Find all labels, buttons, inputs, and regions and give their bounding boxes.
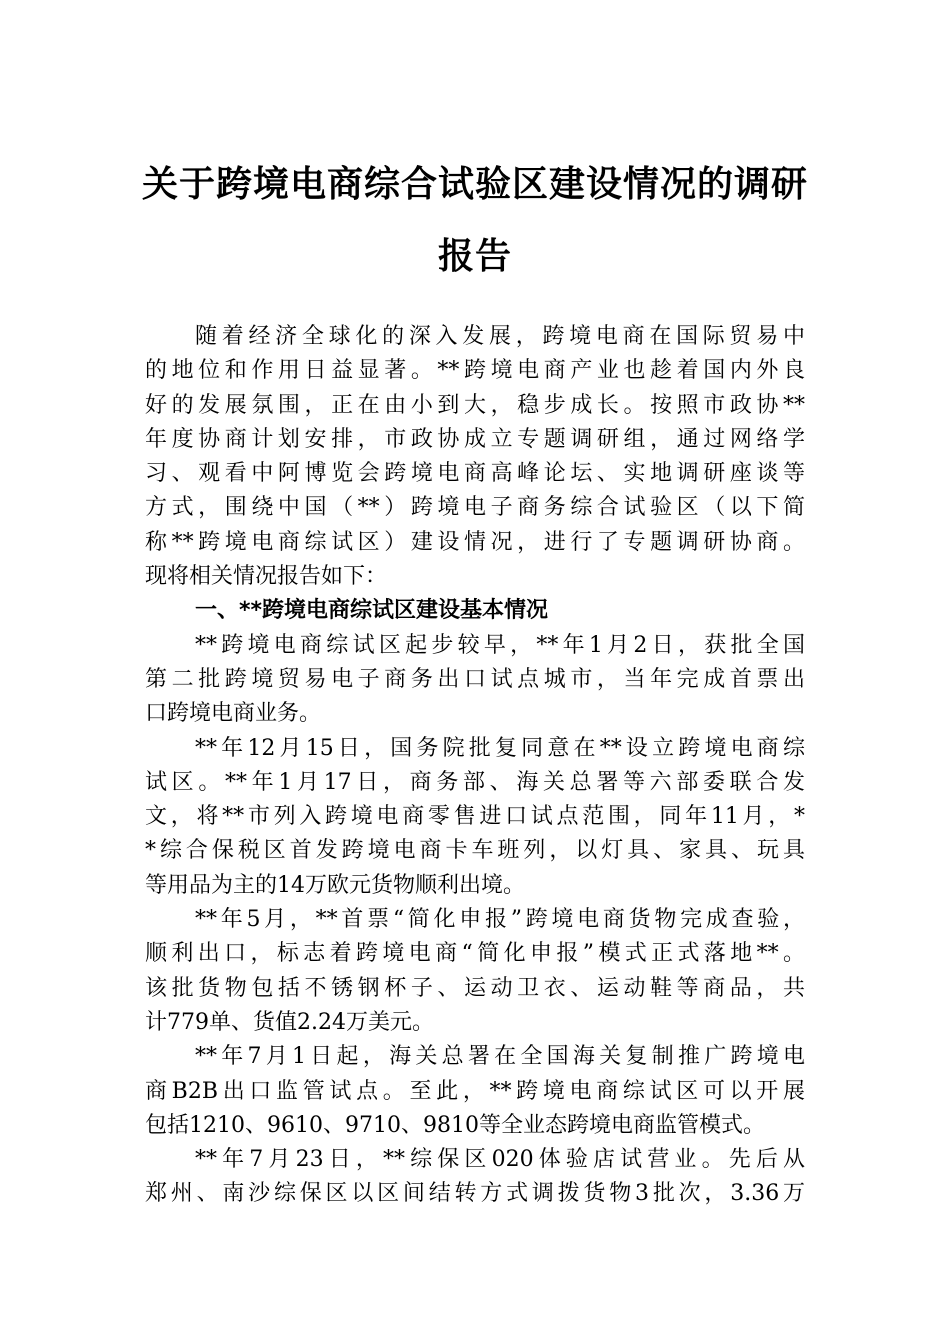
body-line: 计779单、货值2.24万美元。 xyxy=(145,1009,434,1035)
body-line: 称**跨境电商综试区）建设情况，进行了专题调研协商。 xyxy=(145,529,805,555)
body-line: 好的发展氛围，正在由小到大，稳步成长。按照市政协** xyxy=(145,392,805,418)
body-line: 试区。**年1月17日，商务部、海关总署等六部委联合发 xyxy=(145,769,805,795)
body-line: 现将相关情况报告如下： xyxy=(145,564,388,590)
body-line: 该批货物包括不锈钢杯子、运动卫衣、运动鞋等商品，共 xyxy=(145,975,805,1001)
body-line: **年7月1日起，海关总署在全国海关复制推广跨境电 xyxy=(195,1044,805,1070)
body-line: 文，将**市列入跨境电商零售进口试点范围，同年11月，* xyxy=(145,804,805,830)
section-heading: 一、**跨境电商综试区建设基本情况 xyxy=(195,598,549,624)
body-line: 等用品为主的14万欧元货物顺利出境。 xyxy=(145,872,525,898)
document-title-line-1: 关于跨境电商综合试验区建设情况的调研 xyxy=(141,163,808,205)
body-line: 方式，围绕中国（**）跨境电子商务综合试验区（以下简 xyxy=(145,495,805,521)
body-line: **年5月，**首票“简化申报”跨境电商货物完成查验， xyxy=(195,907,805,933)
body-line: 的地位和作用日益显著。**跨境电商产业也趁着国内外良 xyxy=(145,358,805,384)
document-title-line-2: 报告 xyxy=(437,235,512,277)
body-line: *综合保税区首发跨境电商卡车班列，以灯具、家具、玩具 xyxy=(145,838,805,864)
body-line: 包括1210、9610、9710、9810等全业态跨境电商监管模式。 xyxy=(145,1112,765,1138)
body-line: 第二批跨境贸易电子商务出口试点城市，当年完成首票出 xyxy=(145,666,805,692)
body-line: **年12月15日，国务院批复同意在**设立跨境电商综 xyxy=(195,735,805,761)
body-line: 习、观看中阿博览会跨境电商高峰论坛、实地调研座谈等 xyxy=(145,461,805,487)
body-line: 郑州、南沙综保区以区间结转方式调拨货物3批次，3.36万 xyxy=(145,1181,805,1207)
body-line: 顺利出口，标志着跨境电商“简化申报”模式正式落地**。 xyxy=(145,941,805,967)
body-line: **年7月23日，**综保区020体验店试营业。先后从 xyxy=(195,1147,805,1173)
body-line: 口跨境电商业务。 xyxy=(145,701,322,727)
body-line: 商B2B出口监管试点。至此，**跨境电商综试区可以开展 xyxy=(145,1078,805,1104)
document-body xyxy=(145,320,805,1212)
body-line: 年度协商计划安排，市政协成立专题调研组，通过网络学 xyxy=(145,426,805,452)
body-line: 随着经济全球化的深入发展，跨境电商在国际贸易中 xyxy=(195,324,805,349)
body-line: **跨境电商综试区起步较早，**年1月2日，获批全国 xyxy=(195,632,805,658)
